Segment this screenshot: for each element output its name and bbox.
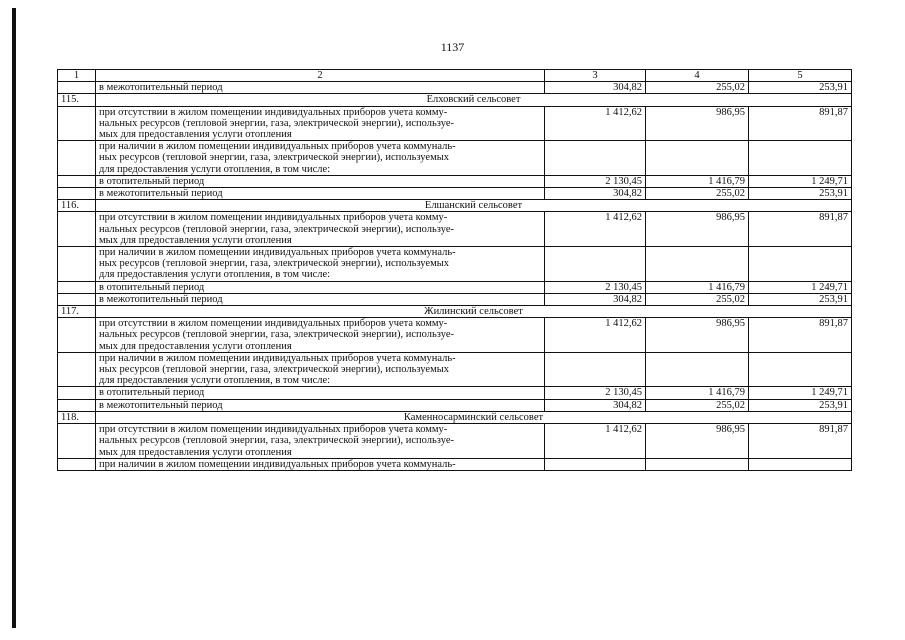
value-col-3 [545,247,646,282]
value-col-4 [646,352,749,387]
row-number-cell [58,141,96,176]
description-line: при наличии в жилом помещении индивидуальных приборов учета коммуналь- [99,458,456,470]
value-col-5 [749,141,852,176]
description-line: при отсутствии в жилом помещении индивидуальных приборов учета комму- [99,106,448,118]
value-col-4: 986,95 [646,106,749,141]
page-number: 1137 [440,40,465,54]
value-col-5 [749,247,852,282]
row-label: в межотопительный период [96,399,545,411]
value-col-4: 255,02 [646,293,749,305]
section-name: Елшанский сельсовет [96,200,852,212]
value-col-3 [545,352,646,387]
description-line: при отсутствии в жилом помещении индивидуальных приборов учета комму- [99,424,448,436]
present-meters-description [96,458,545,470]
offseason-period-row [58,293,852,305]
row-label: в межотопительный период [96,82,545,94]
value-col-5: 891,87 [749,212,852,247]
row-number-cell [58,352,96,387]
value-col-3 [545,141,646,176]
description-line: нальных ресурсов (тепловой энергии, газа, электрической энергии), используе- [99,329,454,341]
present-meters-row [58,141,852,176]
description-line: ных ресурсов (тепловой энергии, газа, электрической энергии), используемых [99,364,450,376]
section-name: Каменносарминский сельсовет [96,411,852,423]
row-number-cell [58,387,96,399]
present-meters-row [58,352,852,387]
tariff-table [57,69,852,471]
value-col-5: 1 249,71 [749,175,852,187]
row-number-cell [58,293,96,305]
value-col-3: 304,82 [545,82,646,94]
value-col-3: 2 130,45 [545,387,646,399]
row-number-cell [58,247,96,282]
section-number: 115. [58,94,96,106]
description-line: при наличии в жилом помещении индивидуальных приборов учета коммуналь- [99,141,456,153]
value-col-5: 253,91 [749,293,852,305]
row-number-cell [58,399,96,411]
value-col-5: 1 249,71 [749,387,852,399]
section-number: 117. [58,306,96,318]
absent-meters-description [96,106,545,141]
absent-meters-row [58,212,852,247]
description-line: при наличии в жилом помещении индивидуальных приборов учета коммуналь- [99,247,456,259]
description-line: нальных ресурсов (тепловой энергии, газа, электрической энергии), используе- [99,117,454,129]
row-label: в отопительный период [96,387,545,399]
value-col-4 [646,141,749,176]
row-number-cell [58,212,96,247]
present-meters-description [96,247,545,282]
row-number-cell [58,424,96,459]
value-col-4: 986,95 [646,212,749,247]
value-col-5: 891,87 [749,106,852,141]
value-col-3: 304,82 [545,399,646,411]
value-col-4: 255,02 [646,188,749,200]
header-row [58,70,852,82]
present-meters-row [58,458,852,470]
heating-period-row [58,281,852,293]
offseason-period-row [58,399,852,411]
absent-meters-row [58,424,852,459]
value-col-3: 1 412,62 [545,318,646,353]
row-number-cell [58,318,96,353]
present-meters-description [96,352,545,387]
description-line: мых для предоставления услуги отопления [99,234,292,246]
value-col-5: 891,87 [749,318,852,353]
value-col-4 [646,247,749,282]
description-line: для предоставления услуги отопления, в том числе: [99,375,331,387]
section-header-row [58,94,852,106]
description-line: при отсутствии в жилом помещении индивидуальных приборов учета комму- [99,318,448,330]
row-label: в межотопительный период [96,188,545,200]
value-col-3: 1 412,62 [545,212,646,247]
header-col-2: 2 [96,70,545,82]
row-number-cell [58,188,96,200]
section-number: 116. [58,200,96,212]
section-name: Елховский сельсовет [96,94,852,106]
description-line: мых для предоставления услуги отопления [99,129,292,141]
value-col-3 [545,458,646,470]
description-line: при наличии в жилом помещении индивидуальных приборов учета коммуналь- [99,352,456,364]
section-header-row [58,411,852,423]
description-line: нальных ресурсов (тепловой энергии, газа, электрической энергии), используе- [99,223,454,235]
description-line: ных ресурсов (тепловой энергии, газа, электрической энергии), используемых [99,152,450,164]
value-col-4 [646,458,749,470]
offseason-period-row [58,188,852,200]
row-label: в отопительный период [96,175,545,187]
section-name: Жилинский сельсовет [96,306,852,318]
value-col-5 [749,352,852,387]
heating-period-row [58,175,852,187]
row-label: в межотопительный период [96,293,545,305]
description-line: мых для предоставления услуги отопления [99,446,292,458]
value-col-5: 253,91 [749,82,852,94]
description-line: нальных ресурсов (тепловой энергии, газа, электрической энергии), используе- [99,435,454,447]
description-line: ных ресурсов (тепловой энергии, газа, электрической энергии), используемых [99,258,450,270]
description-line: мых для предоставления услуги отопления [99,340,292,352]
value-col-3: 1 412,62 [545,424,646,459]
present-meters-row [58,247,852,282]
row-number-cell [58,458,96,470]
absent-meters-description [96,212,545,247]
value-col-5: 253,91 [749,188,852,200]
row-number-cell [58,281,96,293]
section-header-row [58,306,852,318]
value-col-3: 2 130,45 [545,175,646,187]
value-col-4: 255,02 [646,399,749,411]
header-col-3: 3 [545,70,646,82]
description-line: при отсутствии в жилом помещении индивидуальных приборов учета комму- [99,212,448,224]
row-number-cell [58,82,96,94]
value-col-3: 1 412,62 [545,106,646,141]
continuation-row [58,82,852,94]
header-col-4: 4 [646,70,749,82]
scan-edge-bar [12,8,16,628]
header-col-1: 1 [58,70,96,82]
header-col-5: 5 [749,70,852,82]
value-col-3: 304,82 [545,293,646,305]
value-col-5: 1 249,71 [749,281,852,293]
section-number: 118. [58,411,96,423]
absent-meters-row [58,318,852,353]
description-line: для предоставления услуги отопления, в том числе: [99,163,331,175]
row-number-cell [58,106,96,141]
absent-meters-row [58,106,852,141]
absent-meters-description [96,424,545,459]
description-line: для предоставления услуги отопления, в том числе: [99,269,331,281]
value-col-4: 1 416,79 [646,387,749,399]
row-number-cell [58,175,96,187]
value-col-3: 2 130,45 [545,281,646,293]
value-col-3: 304,82 [545,188,646,200]
value-col-4: 1 416,79 [646,175,749,187]
section-header-row [58,200,852,212]
value-col-5: 253,91 [749,399,852,411]
absent-meters-description [96,318,545,353]
heating-period-row [58,387,852,399]
value-col-4: 986,95 [646,318,749,353]
value-col-4: 986,95 [646,424,749,459]
present-meters-description [96,141,545,176]
value-col-5: 891,87 [749,424,852,459]
row-label: в отопительный период [96,281,545,293]
value-col-4: 1 416,79 [646,281,749,293]
value-col-4: 255,02 [646,82,749,94]
value-col-5 [749,458,852,470]
